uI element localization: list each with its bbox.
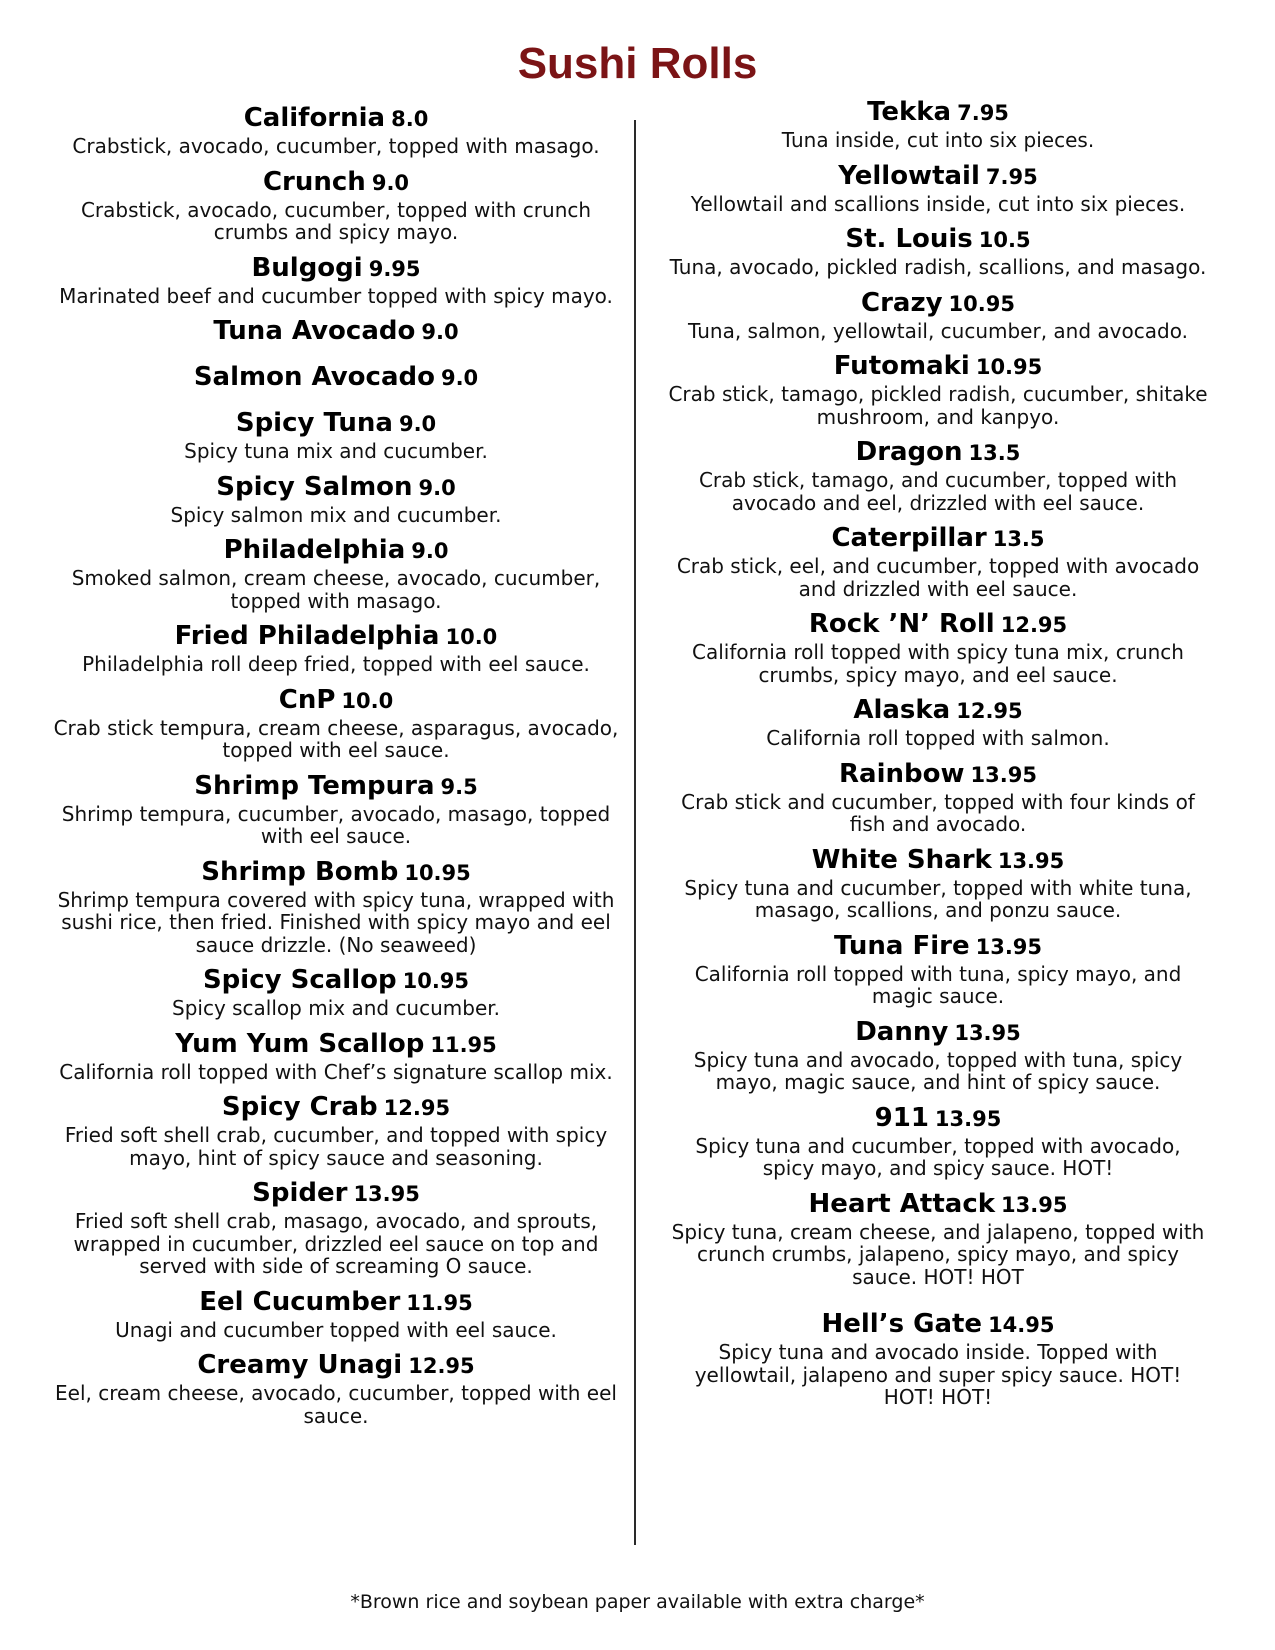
left-menu-column [48,104,624,1437]
item-name: Rock ’N’ Roll [808,609,995,639]
item-description: Tuna, avocado, pickled radish, scallions, and masago. [669,255,1207,279]
item-name: Yellowtail [838,160,980,191]
menu-item [668,225,1208,279]
item-description: Crabstick, avocado, cucumber, topped with masago. [72,134,600,158]
menu-item [48,686,624,762]
item-description: Crab stick, eel, and cucumber, topped with avocado and drizzled with eel sauce. [676,554,1200,601]
item-description: Tuna, salmon, yellowtail, cucumber, and avocado. [688,318,1188,343]
item-name: Spicy Crab [221,1092,378,1122]
item-price: 12.95 [408,1354,475,1378]
menu-item [668,289,1208,343]
item-price: 8.0 [391,107,429,131]
menu-item [668,98,1208,152]
item-description: California roll topped with salmon. [766,726,1110,750]
menu-item [668,760,1208,836]
menu-item [668,846,1208,922]
item-name: Yum Yum Scallop [175,1028,425,1059]
item-description: California roll topped with Chef’s signature scallop mix. [59,1059,613,1084]
item-price: 7.95 [985,164,1038,189]
item-description: Crab stick and cucumber, topped with four kinds of fish and avocado. [681,789,1195,836]
item-description: Marinated beef and cucumber topped with spicy mayo. [59,283,613,308]
menu-item [48,168,624,244]
item-description: Unagi and cucumber topped with eel sauce. [115,1317,557,1342]
item-name: White Shark [811,844,992,875]
item-description: Philadelphia roll deep fried, topped with eel sauce. [82,652,590,676]
item-price: 7.95 [957,101,1009,125]
item-name: Salmon Avocado [193,362,435,392]
item-name: Eel Cucumber [199,1286,401,1317]
menu-item [48,622,624,676]
item-price: 13.95 [997,848,1065,873]
menu-item [668,438,1208,514]
item-price: 13.5 [968,441,1021,465]
item-description: Spicy tuna mix and cucumber. [184,439,488,463]
menu-item [48,1288,624,1342]
item-price: 10.0 [445,625,498,649]
item-name: Spicy Salmon [216,471,413,502]
item-price: 13.95 [353,1182,420,1206]
item-price: 12.95 [956,699,1023,723]
item-price: 11.95 [406,1290,473,1315]
footnote: *Brown rice and soybean paper available with extra charge* [350,1591,925,1613]
menu-item [48,363,624,394]
column-divider [634,120,636,1545]
item-name: CnP [278,684,336,715]
item-description: Spicy tuna, cream cheese, and jalapeno, topped with crunch crumbs, jalapeno, spicy mayo, and spicy sauce. HOT! HOT [671,1219,1205,1289]
item-price: 10.5 [978,228,1031,252]
item-price: 9.0 [418,475,456,500]
item-description: Shrimp tempura, cucumber, avocado, masago, topped with eel sauce. [61,801,611,848]
menu-item [48,966,624,1020]
item-description: California roll topped with tuna, spicy mayo, and magic sauce. [694,961,1182,1008]
menu-item [48,317,624,348]
item-price: 9.0 [421,320,459,344]
menu-item [668,1310,1208,1409]
item-price: 11.95 [430,1032,497,1057]
menu-item [48,409,624,463]
item-name: Philadelphia [223,535,406,565]
item-description: Spicy tuna and cucumber, topped with avocado, spicy mayo, and spicy sauce. HOT! [695,1133,1181,1180]
item-price: 13.95 [970,762,1037,787]
item-name: Bulgogi [251,252,363,283]
item-name: Tuna Fire [833,930,970,961]
menu-item [668,932,1208,1008]
menu-item [668,696,1208,750]
item-name: 911 [874,1102,929,1133]
item-description: Fried soft shell crab, masago, avocado, and sprouts, wrapped in cucumber, drizzled eel sauce on top and served with side of screaming O sauce. [73,1209,599,1278]
menu-item [48,536,624,612]
menu-item [48,1179,624,1278]
item-price: 10.95 [975,355,1043,379]
menu-item [668,610,1208,686]
menu-item [668,162,1208,216]
item-name: Spicy Scallop [202,965,397,995]
item-name: Crazy [861,287,943,318]
item-description: Tuna inside, cut into six pieces. [781,128,1095,152]
item-name: Futomaki [833,351,970,381]
item-price: 12.95 [383,1096,451,1120]
item-price: 9.0 [371,170,410,195]
item-price: 10.95 [402,969,470,993]
item-price: 9.95 [368,256,421,281]
item-price: 12.95 [1000,613,1068,637]
item-name: Crunch [262,166,366,197]
item-name: Heart Attack [808,1188,996,1219]
item-price: 9.0 [440,366,479,390]
menu-item [48,1351,624,1427]
item-price: 14.95 [988,1313,1055,1337]
item-description: California roll topped with spicy tuna mix, crunch crumbs, spicy mayo, and eel sauce. [692,640,1184,687]
item-name: Rainbow [839,758,965,789]
item-price: 9.0 [398,412,437,436]
item-name: Tekka [867,97,952,127]
item-name: Fried Philadelphia [174,621,440,651]
item-name: Hell’s Gate [821,1309,983,1339]
item-name: Danny [855,1016,949,1047]
menu-item [668,1104,1208,1180]
item-price: 9.5 [440,774,478,799]
item-description: Crabstick, avocado, cucumber, topped with crunch crumbs and spicy mayo. [80,197,592,244]
menu-item [668,352,1208,428]
item-description: Fried soft shell crab, cucumber, and topped with spicy mayo, hint of spicy sauce and seasoning. [64,1123,608,1170]
item-description: Spicy tuna and avocado, topped with tuna, spicy mayo, magic sauce, and hint of spicy sauce. [693,1047,1183,1094]
item-description: Crab stick, tamago, and cucumber, topped with avocado and eel, drizzled with eel sauce. [698,468,1178,515]
item-name: Creamy Unagi [197,1350,403,1380]
item-name: Alaska [853,695,951,725]
item-description: Eel, cream cheese, avocado, cucumber, topped with eel sauce. [55,1381,617,1428]
item-price: 13.95 [954,1020,1021,1045]
menu-item [668,1190,1208,1289]
menu-item [48,104,624,158]
item-price: 10.0 [341,688,394,713]
item-name: Tuna Avocado [213,316,416,346]
item-price: 10.95 [948,291,1015,316]
item-description: Spicy tuna and cucumber, topped with white tuna, masago, scallions, and ponzu sauce. [684,875,1192,922]
right-menu-column [668,98,1208,1419]
item-price: 9.0 [411,539,449,563]
item-description: Spicy tuna and avocado inside. Topped with yellowtail, jalapeno and super spicy sauce. HOT! HOT! HOT! [694,1340,1182,1409]
menu-item [48,1030,624,1084]
menu-item [48,858,624,957]
item-description: Crab stick tempura, cream cheese, asparagus, avocado, topped with eel sauce. [53,715,619,762]
menu-item [48,254,624,308]
item-price: 13.5 [992,527,1045,551]
menu-item [48,1093,624,1169]
item-name: Dragon [855,437,963,467]
page-title: Sushi Rolls [517,39,758,88]
item-description: Shrimp tempura covered with spicy tuna, wrapped with sushi rice, then fried. Finished with spicy mayo and eel sauce drizzle. (No seaweed) [57,887,615,957]
item-description: Yellowtail and scallions inside, cut into six pieces. [690,191,1186,216]
item-name: Shrimp Bomb [201,856,399,887]
item-name: Caterpillar [831,523,987,553]
item-price: 13.95 [934,1106,1002,1131]
menu-item [668,524,1208,600]
item-description: Smoked salmon, cream cheese, avocado, cucumber, topped with masago. [71,566,601,613]
menu-item [48,473,624,527]
item-description: Spicy scallop mix and cucumber. [172,996,500,1020]
menu-item [48,772,624,848]
item-price: 13.95 [975,934,1043,959]
item-name: Shrimp Tempura [194,770,435,801]
item-price: 10.95 [404,860,471,885]
item-price: 13.95 [1001,1192,1068,1217]
item-name: California [243,103,386,133]
item-name: Spider [252,1178,348,1208]
item-name: Spicy Tuna [235,408,393,438]
item-description: Spicy salmon mix and cucumber. [170,502,502,527]
item-description: Crab stick, tamago, pickled radish, cucumber, shitake mushroom, and kanpyo. [668,382,1208,429]
menu-item [668,1018,1208,1094]
item-name: St. Louis [845,224,973,254]
